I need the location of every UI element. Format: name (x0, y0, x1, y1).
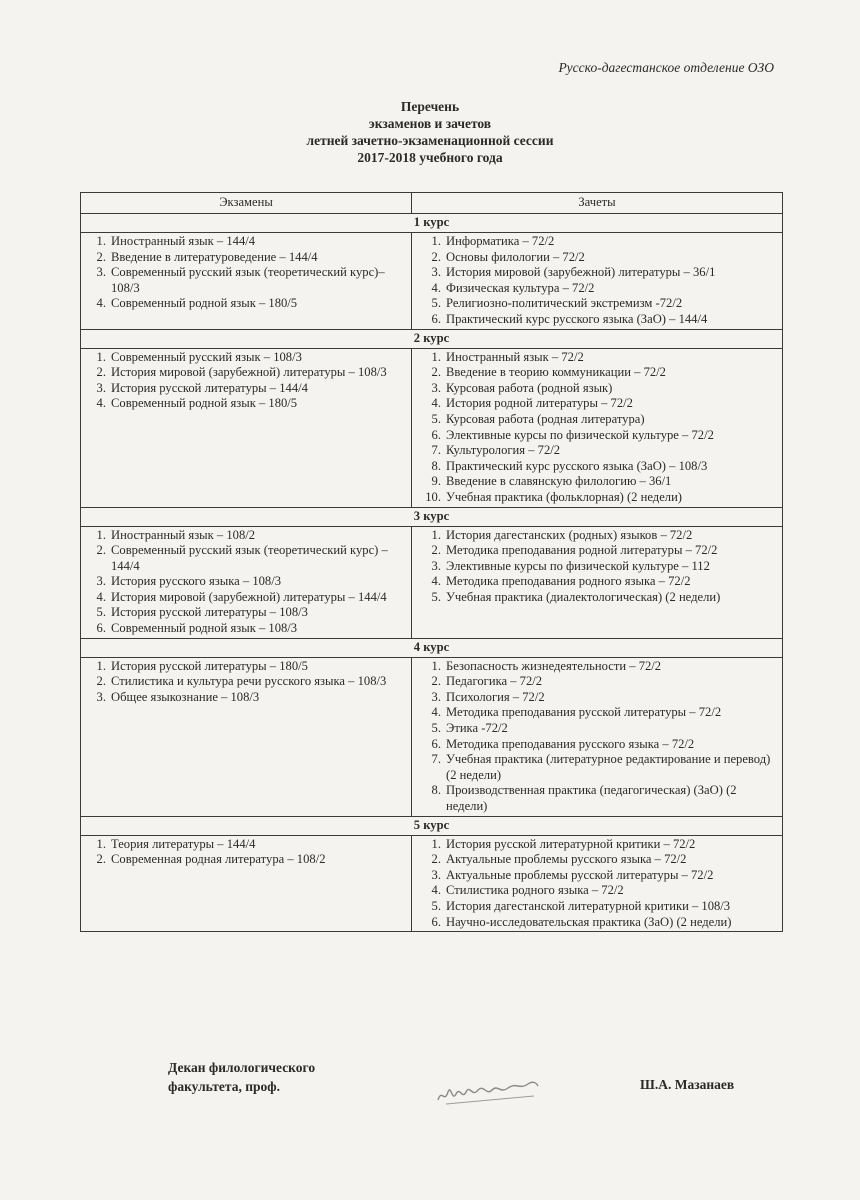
item-number: 5. (431, 589, 441, 604)
item-number: 2. (431, 674, 441, 689)
list-item (416, 396, 778, 412)
list-item (416, 428, 778, 444)
list-item (416, 559, 778, 575)
item-text: Основы филологии – 72/2 (446, 249, 585, 264)
item-number: 2. (431, 543, 441, 558)
item-text: Производственная практика (педагогическая) (ЗаО) (2 недели) (446, 783, 737, 813)
item-text: Современный родной язык – 108/3 (111, 621, 298, 636)
title-line: летней зачетно-экзаменационной сессии (306, 133, 554, 148)
item-number: 5. (96, 605, 106, 620)
item-number: 3. (96, 265, 106, 280)
item-number: 1. (96, 658, 106, 673)
item-number: 8. (431, 458, 441, 473)
item-text: Учебная практика (фольклорная) (2 недели) (446, 489, 682, 504)
item-text: История русской литературной критики – 72/2 (446, 836, 696, 851)
list-item (416, 365, 778, 381)
item-text: Общее языкознание – 108/3 (111, 689, 260, 704)
credits-list (416, 350, 778, 506)
list-item (85, 250, 407, 266)
item-text: Элективные курсы по физической культуре – 72/2 (446, 427, 714, 442)
list-item (416, 528, 778, 544)
list-item (416, 659, 778, 675)
list-item (416, 381, 778, 397)
item-number: 4. (431, 705, 441, 720)
item-number: 3. (96, 574, 106, 589)
item-text: История русской литературы – 180/5 (111, 658, 308, 673)
course-content-row (81, 526, 783, 638)
exams-cell (81, 348, 412, 507)
dean-name: Ш.А. Мазанаев (640, 1077, 735, 1092)
item-text: Современный родной язык – 180/5 (111, 396, 298, 411)
course-content-row (81, 657, 783, 816)
list-item (85, 296, 407, 312)
item-number: 7. (431, 752, 441, 767)
item-text: Этика -72/2 (446, 721, 508, 736)
item-text: История родной литературы – 72/2 (446, 396, 633, 411)
item-number: 1. (431, 349, 441, 364)
exams-cell (81, 657, 412, 816)
schedule-body (81, 214, 783, 932)
item-text: Иностранный язык – 72/2 (446, 349, 584, 364)
item-text: История дагестанской литературной критики – 108/3 (446, 898, 731, 913)
item-number: 3. (96, 380, 106, 395)
credits-cell (412, 233, 783, 330)
item-text: Практический курс русского языка (ЗаО) – 108/3 (446, 458, 708, 473)
item-number: 2. (96, 674, 106, 689)
exams-list (85, 234, 407, 312)
list-item (416, 574, 778, 590)
dean-title (168, 1058, 315, 1096)
item-number: 6. (96, 621, 106, 636)
item-number: 4. (431, 280, 441, 295)
list-item (416, 474, 778, 490)
list-item (416, 674, 778, 690)
list-item (85, 365, 407, 381)
list-item (85, 674, 407, 690)
item-number: 2. (431, 249, 441, 264)
item-number: 1. (431, 836, 441, 851)
column-header-exams: Экзамены (81, 193, 412, 214)
item-text: История русской литературы – 144/4 (111, 380, 308, 395)
item-text: Учебная практика (литературное редактирование и перевод) (2 недели) (446, 752, 771, 782)
exams-cell (81, 233, 412, 330)
item-text: Информатика – 72/2 (446, 234, 555, 248)
list-item (85, 590, 407, 606)
credits-list (416, 234, 778, 328)
item-text: Религиозно-политический экстремизм -72/2 (446, 296, 683, 311)
item-number: 5. (431, 721, 441, 736)
exams-list (85, 350, 407, 412)
exams-list (85, 528, 407, 637)
item-text: Курсовая работа (родная литература) (446, 411, 645, 426)
item-text: Современный родной язык – 180/5 (111, 296, 298, 311)
item-text: Научно-исследовательская практика (ЗаО) (2 недели) (446, 914, 732, 929)
list-item (416, 312, 778, 328)
item-number: 1. (96, 234, 106, 248)
course-label: 5 курс (81, 816, 783, 835)
exams-cell (81, 526, 412, 638)
list-item (85, 621, 407, 637)
item-number: 3. (431, 380, 441, 395)
item-text: Элективные курсы по физической культуре – 112 (446, 558, 710, 573)
list-item (416, 705, 778, 721)
item-text: Физическая культура – 72/2 (446, 280, 595, 295)
course-label: 3 курс (81, 507, 783, 526)
title-line: Перечень (400, 99, 460, 114)
item-text: Методика преподавания родного языка – 72/2 (446, 574, 691, 589)
list-item (85, 396, 407, 412)
list-item (85, 852, 407, 868)
list-item (85, 350, 407, 366)
list-item (85, 605, 407, 621)
course-row (81, 507, 783, 526)
course-content-row (81, 835, 783, 932)
item-number: 3. (431, 558, 441, 573)
course-content-row (81, 348, 783, 507)
item-number: 1. (431, 234, 441, 248)
list-item (85, 837, 407, 853)
credits-cell (412, 835, 783, 932)
list-item (416, 350, 778, 366)
item-text: Психология – 72/2 (446, 689, 545, 704)
list-item (416, 883, 778, 899)
list-item (416, 852, 778, 868)
item-number: 4. (431, 574, 441, 589)
item-text: Безопасность жизнедеятельности – 72/2 (446, 658, 662, 673)
item-text: Стилистика родного языка – 72/2 (446, 883, 624, 898)
item-number: 2. (96, 852, 106, 867)
course-row (81, 638, 783, 657)
list-item (85, 659, 407, 675)
item-text: История мировой (зарубежной) литературы – 144/4 (111, 589, 387, 604)
item-number: 2. (431, 852, 441, 867)
item-number: 2. (96, 543, 106, 558)
item-text: Стилистика и культура речи русского языка – 108/3 (111, 674, 387, 689)
title-line: экзаменов и зачетов (368, 116, 492, 131)
item-text: Введение в теорию коммуникации – 72/2 (446, 365, 666, 380)
item-text: Иностранный язык – 108/2 (111, 527, 256, 542)
list-item (85, 265, 407, 296)
item-text: Введение в литературоведение – 144/4 (111, 249, 318, 264)
list-item (416, 752, 778, 783)
list-item (416, 412, 778, 428)
list-item (416, 590, 778, 606)
list-item (416, 265, 778, 281)
course-label: 2 курс (81, 329, 783, 348)
list-item (85, 528, 407, 544)
exams-cell (81, 835, 412, 932)
list-item (416, 234, 778, 250)
list-item (416, 490, 778, 506)
list-item (416, 443, 778, 459)
item-number: 3. (431, 265, 441, 280)
item-number: 1. (431, 527, 441, 542)
item-number: 6. (431, 914, 441, 929)
item-number: 1. (96, 527, 106, 542)
item-number: 2. (431, 365, 441, 380)
item-text: Педагогика – 72/2 (446, 674, 543, 689)
item-text: Практический курс русского языка (ЗаО) – 144/4 (446, 311, 708, 326)
item-number: 1. (96, 836, 106, 851)
credits-cell (412, 526, 783, 638)
list-item (416, 690, 778, 706)
document-title (0, 98, 860, 166)
item-number: 5. (431, 898, 441, 913)
item-text: Актуальные проблемы русского языка – 72/2 (446, 852, 687, 867)
item-number: 3. (96, 689, 106, 704)
exams-list (85, 837, 407, 868)
list-item (416, 783, 778, 814)
item-number: 4. (431, 883, 441, 898)
item-number: 7. (431, 443, 441, 458)
item-number: 4. (96, 396, 106, 411)
schedule-table (80, 192, 783, 932)
item-number: 3. (431, 689, 441, 704)
course-row (81, 329, 783, 348)
list-item (416, 721, 778, 737)
item-text: Современная родная литература – 108/2 (111, 852, 326, 867)
item-number: 8. (431, 783, 441, 798)
course-label: 4 курс (81, 638, 783, 657)
item-text: История русского языка – 108/3 (111, 574, 282, 589)
item-text: Учебная практика (диалектологическая) (2 недели) (446, 589, 721, 604)
list-item (416, 868, 778, 884)
dean-line: факультета, проф. (168, 1079, 280, 1094)
dean-line: Декан филологического (168, 1060, 316, 1075)
list-item (416, 459, 778, 475)
item-text: История дагестанских (родных) языков – 72/2 (446, 527, 693, 542)
list-item (416, 837, 778, 853)
exams-list (85, 659, 407, 706)
item-number: 4. (96, 589, 106, 604)
item-number: 5. (431, 411, 441, 426)
item-text: История мировой (зарубежной) литературы – 108/3 (111, 365, 387, 380)
course-content-row (81, 233, 783, 330)
course-row (81, 816, 783, 835)
title-line: 2017-2018 учебного года (357, 150, 503, 165)
item-text: Культурология – 72/2 (446, 443, 561, 458)
list-item (416, 543, 778, 559)
list-item (416, 250, 778, 266)
column-header-credits: Зачеты (412, 193, 783, 214)
list-item (416, 915, 778, 931)
item-text: Методика преподавания русского языка – 72/2 (446, 736, 695, 751)
item-number: 1. (96, 349, 106, 364)
item-number: 3. (431, 867, 441, 882)
item-number: 1. (431, 658, 441, 673)
list-item (85, 234, 407, 250)
department-label: Русско-дагестанское отделение ОЗО (558, 60, 774, 75)
item-text: Теория литературы – 144/4 (111, 836, 256, 851)
signature (434, 1074, 544, 1108)
credits-cell (412, 348, 783, 507)
item-text: Курсовая работа (родной язык) (446, 380, 613, 395)
list-item (416, 281, 778, 297)
table-header-row (81, 193, 783, 214)
item-text: Современный русский язык – 108/3 (111, 349, 302, 364)
item-number: 10. (425, 489, 441, 504)
item-number: 5. (431, 296, 441, 311)
credits-list (416, 837, 778, 931)
item-number: 2. (96, 365, 106, 380)
item-number: 6. (431, 736, 441, 751)
credits-cell (412, 657, 783, 816)
course-row (81, 214, 783, 233)
item-text: Современный русский язык (теоретический курс)– 108/3 (111, 265, 385, 295)
item-number: 2. (96, 249, 106, 264)
list-item (85, 543, 407, 574)
credits-list (416, 659, 778, 815)
item-text: История мировой (зарубежной) литературы – 36/1 (446, 265, 716, 280)
list-item (85, 574, 407, 590)
item-text: Методика преподавания родной литературы – 72/2 (446, 543, 718, 558)
list-item (85, 381, 407, 397)
list-item (416, 296, 778, 312)
list-item (416, 899, 778, 915)
item-number: 4. (96, 296, 106, 311)
item-number: 6. (431, 427, 441, 442)
item-text: Введение в славянскую филологию – 36/1 (446, 474, 672, 489)
item-number: 6. (431, 311, 441, 326)
list-item (85, 690, 407, 706)
credits-list (416, 528, 778, 606)
item-number: 9. (431, 474, 441, 489)
course-label: 1 курс (81, 214, 783, 233)
list-item (416, 737, 778, 753)
item-text: Иностранный язык – 144/4 (111, 234, 256, 248)
item-text: Методика преподавания русской литературы – 72/2 (446, 705, 722, 720)
item-number: 4. (431, 396, 441, 411)
item-text: Современный русский язык (теоретический курс) – 144/4 (111, 543, 388, 573)
item-text: Актуальные проблемы русской литературы – 72/2 (446, 867, 714, 882)
item-text: История русской литературы – 108/3 (111, 605, 308, 620)
